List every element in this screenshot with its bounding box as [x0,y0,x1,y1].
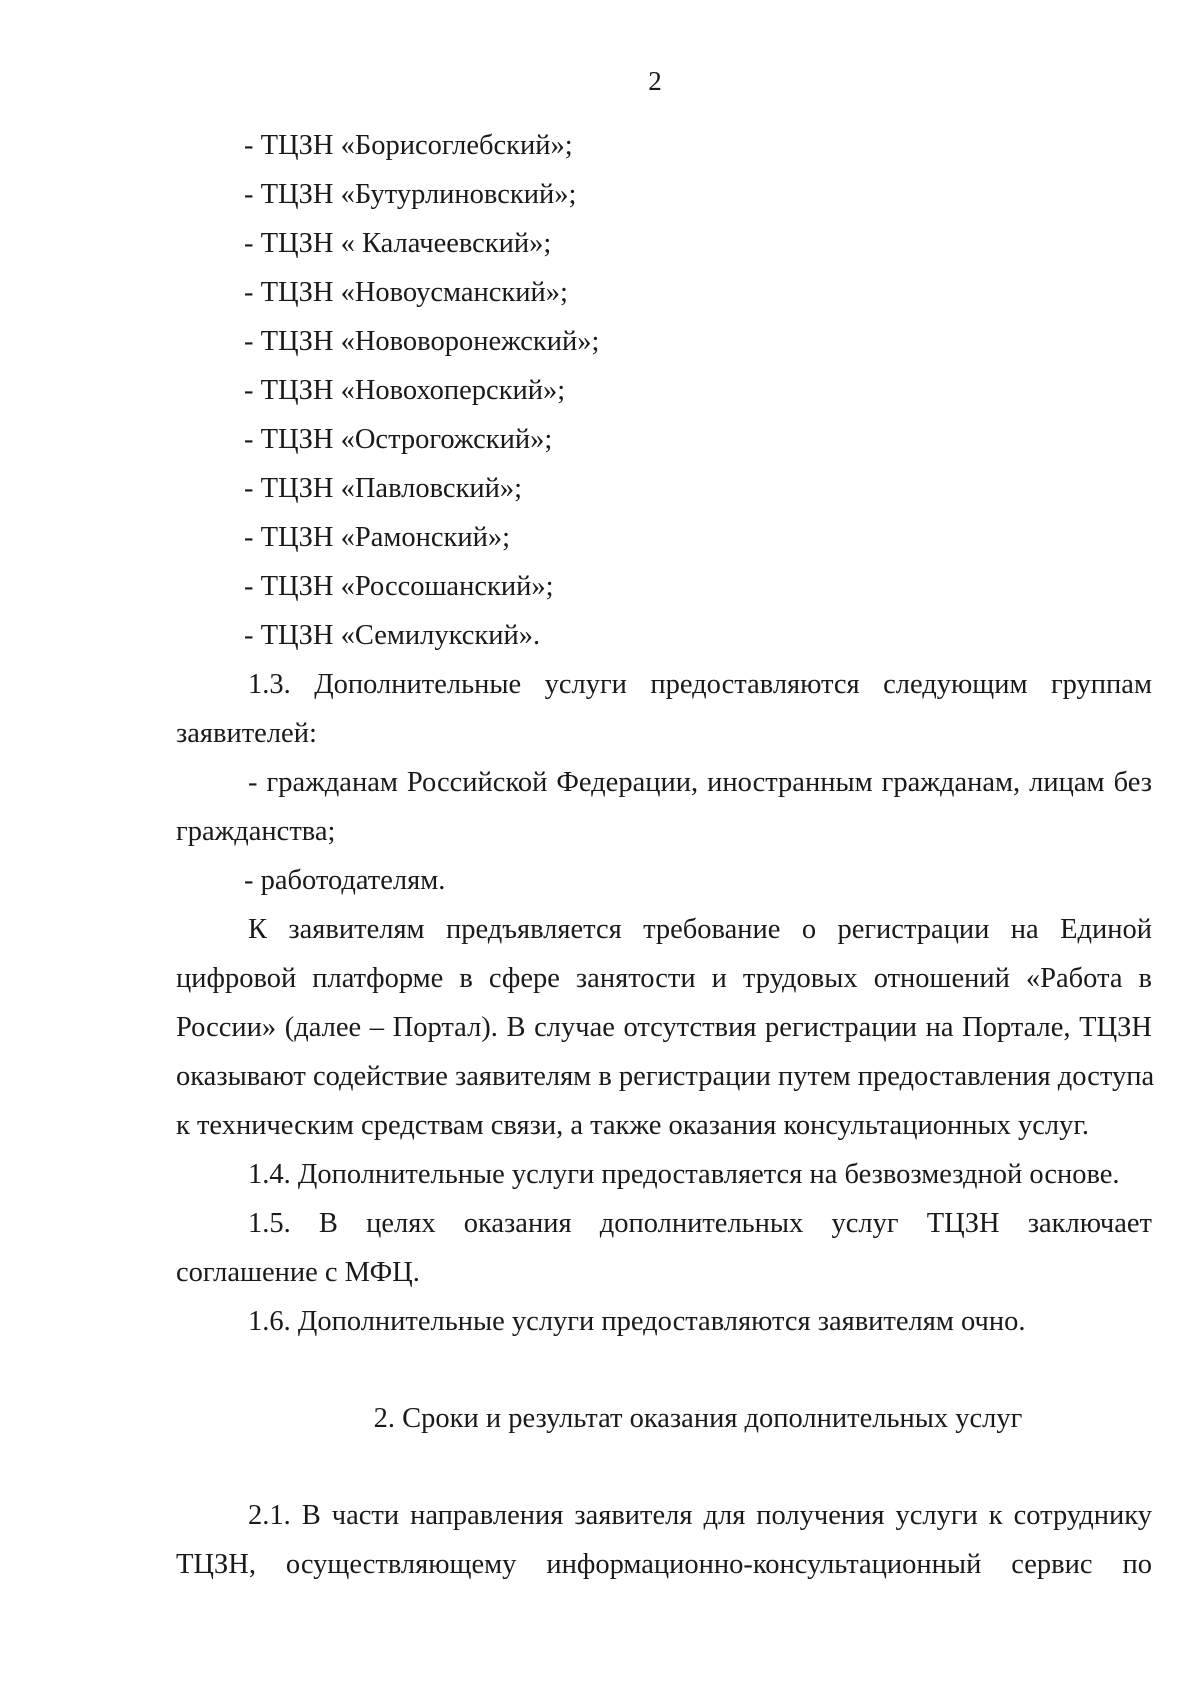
tczn-list [176,121,1152,660]
paragraph-line: 1.6. Дополнительные услуги предоставляются заявителям очно. [248,1306,1026,1337]
page-number: 2 [648,66,662,96]
list-item: - ТЦЗН «Острогожский»; [244,424,553,455]
list-item: - ТЦЗН «Новохоперский»; [244,375,566,406]
list-item: - ТЦЗН «Борисоглебский»; [244,130,573,161]
paragraph-1-5 [176,1199,1152,1297]
paragraph-line: оказывают содействие заявителям в регистрации путем предоставления доступа [176,1061,1155,1092]
list-item: - ТЦЗН «Бутурлиновский»; [244,179,577,210]
paragraph-line: 1.5. В целях оказания дополнительных услуг ТЦЗН заключает [248,1208,1152,1239]
paragraph-line: гражданства; [176,816,336,847]
list-item: - ТЦЗН « Калачеевский»; [244,228,552,259]
list-item: - ТЦЗН «Новоусманский»; [244,277,568,308]
paragraph-line: к техническим средствам связи, а также оказания консультационных услуг. [176,1110,1089,1141]
applicant-citizens [176,758,1152,856]
paragraph-1-4 [176,1150,1152,1199]
list-item: - ТЦЗН «Семилукский». [244,620,541,651]
paragraph-line: 1.4. Дополнительные услуги предоставляется на безвозмездной основе. [248,1159,1120,1190]
paragraph-line: заявителей: [176,718,317,749]
paragraph-line: К заявителям предъявляется требование о регистрации на Единой [248,914,1152,945]
paragraph-line: - гражданам Российской Федерации, иностранным гражданам, лицам без [248,767,1152,798]
registration-requirement [176,905,1155,1150]
paragraph-2-1 [176,1491,1152,1589]
list-item: - ТЦЗН «Россошанский»; [244,571,554,602]
section-heading: 2. Сроки и результат оказания дополнительных услуг [373,1403,1023,1434]
paragraph-1-6 [176,1297,1152,1346]
applicant-employers: - работодателям. [244,865,446,896]
list-item: - ТЦЗН «Павловский»; [244,473,523,504]
paragraph-1-3 [176,660,1152,758]
list-item: - ТЦЗН «Нововоронежский»; [244,326,600,357]
paragraph-line: ТЦЗН, осуществляющему информационно-консультационный сервис по [176,1549,1152,1580]
document-body [176,121,1155,1589]
paragraph-line: России» (далее – Портал). В случае отсутствия регистрации на Портале, ТЦЗН [176,1012,1152,1043]
paragraph-line: цифровой платформе в сфере занятости и трудовых отношений «Работа в [176,963,1152,994]
list-item: - ТЦЗН «Рамонский»; [244,522,511,553]
paragraph-line: 2.1. В части направления заявителя для получения услуги к сотруднику [248,1500,1152,1531]
paragraph-line: соглашение с МФЦ. [176,1257,420,1288]
paragraph-line: 1.3. Дополнительные услуги предоставляются следующим группам [248,669,1152,700]
